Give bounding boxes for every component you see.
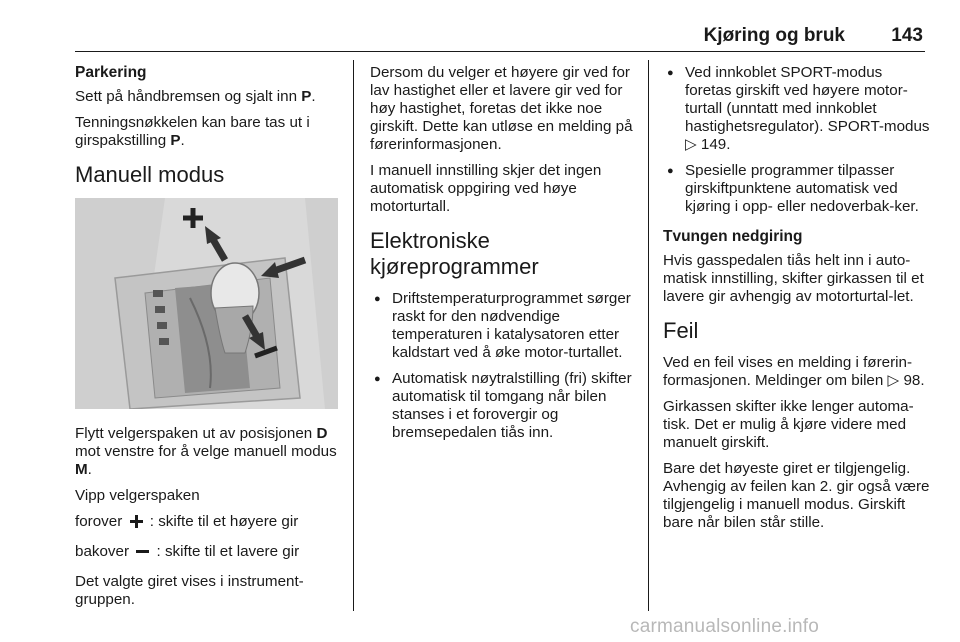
electronic-programs-list (370, 290, 638, 442)
parking-heading: Parkering (75, 64, 147, 81)
no-auto-upshift-paragraph: I manuell innstilling skjer det ingen automatisk oppgiring ved høye motorturtall. (370, 162, 602, 215)
list-item: ● Driftstemperaturprogrammet sørger raskt for den nødvendige temperaturen i katalysatoren etter kaldstart ved å øke motor-turtallet. (370, 290, 638, 362)
column-3 (663, 64, 931, 540)
gear-rule-paragraph: Dersom du velger et høyere gir ved for lav hastighet eller et lavere gir ved for høy hastighet, foretas det ikke noe girskift. Dette kan utløse en melding på førerinformasjonen. (370, 64, 633, 153)
kickdown-heading: Tvungen nedgiring (663, 228, 803, 245)
column-divider-1 (353, 60, 354, 611)
list-item: ● Ved innkoblet SPORT-modus foretas girskift ved høyere motor-turtall (unntatt med innkoblet hastighetsregulator). SPORT-modus ▷ 149. (663, 64, 931, 154)
manual-mode-heading: Manuell modus (75, 162, 225, 187)
manual-mode-paragraph: Flytt velgerspaken ut av posisjonen D mot venstre for å velge manuell modus M. (75, 425, 337, 478)
sport-programs-list (663, 64, 931, 216)
plus-icon (130, 515, 143, 528)
list-item: ● Automatisk nøytralstilling (fri) skifter automatisk til tomgang når bilen stanses i et forovergir og bremsepedalen tiås inn. (370, 370, 638, 442)
parking-paragraph-2: Tenningsnøkkelen kan bare tas ut i girspakstilling P. (75, 114, 310, 149)
column-2 (370, 64, 638, 450)
fault-paragraph-1: Ved en feil vises en melding i førerin-formasjonen. Meldinger om bilen ▷ 98. (663, 354, 925, 389)
kickdown-paragraph: Hvis gasspedalen tiås helt inn i auto-matisk innstilling, skifter girkassen til et lavere gir avhengig av motorturtal-let. (663, 252, 924, 305)
backward-row: bakover : skifte til et lavere gir (75, 543, 300, 560)
display-note: Det valgte giret vises i instrument-gruppen. (75, 573, 304, 608)
gear-selector-drawing (75, 198, 338, 409)
fault-paragraph-3: Bare det høyeste giret er tilgjengelig. Avhengig av feilen kan 2. gir også være tilgjengelig i manuell modus. Girskift bare når bilen står stille. (663, 460, 930, 531)
parking-paragraph-1: Sett på håndbremsen og sjalt inn P. (75, 88, 316, 105)
column-1 (75, 64, 343, 617)
gear-selector-illustration (75, 198, 338, 409)
tip-intro: Vipp velgerspaken (75, 487, 200, 504)
page-header (75, 27, 925, 52)
fault-heading: Feil (663, 318, 699, 343)
list-item: ● Spesielle programmer tilpasser girskiftpunktene automatisk ved kjøring i opp- eller nedoverbak-ker. (663, 162, 931, 216)
minus-icon (136, 545, 149, 558)
electronic-programs-heading: Elektroniske kjøreprogrammer (370, 228, 539, 279)
page-number: 143 (891, 25, 923, 46)
watermark: carmanualsonline.info (630, 616, 820, 637)
column-divider-2 (648, 60, 649, 611)
forward-row: forover : skifte til et høyere gir (75, 513, 299, 530)
fault-paragraph-2: Girkassen skifter ikke lenger automa-tisk. Det er mulig å kjøre videre med manuelt girskift. (663, 398, 914, 451)
section-title: Kjøring og bruk (703, 25, 845, 46)
